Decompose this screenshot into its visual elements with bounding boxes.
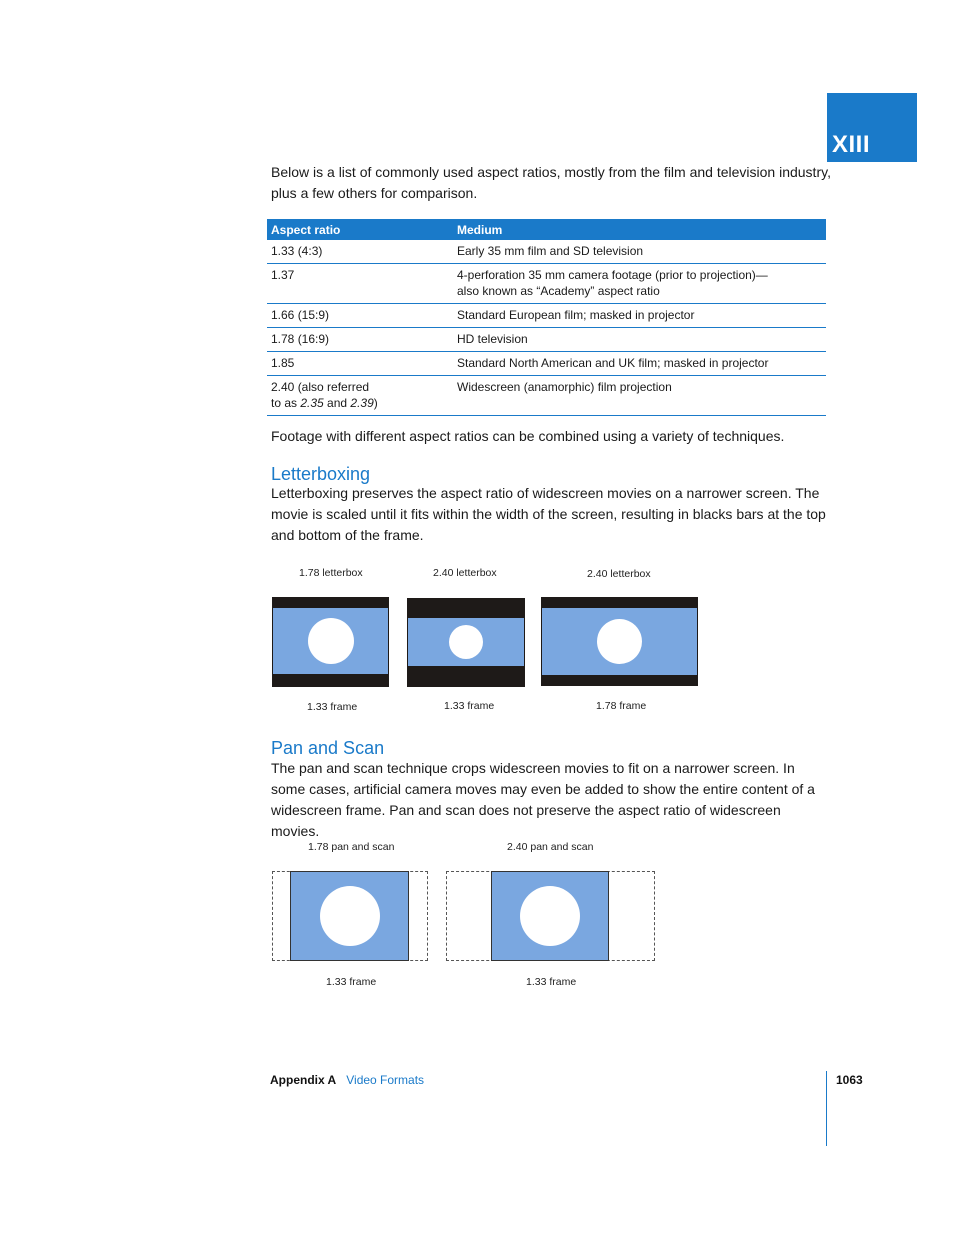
letterbox-figure-3 (541, 597, 698, 686)
cell-ratio-text: ) (373, 396, 378, 410)
intro-paragraph: Below is a list of commonly used aspect ratios, mostly from the film and television industry, plus a few others for comparison. (271, 164, 831, 201)
pan-scan-frame-label-1: 1.33 frame (326, 976, 377, 988)
letterbox-picture (408, 618, 524, 666)
letterbox-figure-2 (407, 598, 525, 687)
circle-shape (320, 886, 380, 946)
chapter-number: XIII (832, 131, 871, 158)
cell-medium-line: also known as “Academy” aspect ratio (457, 284, 660, 298)
letterbox-label-1: 1.78 letterbox (299, 567, 363, 579)
footer-breadcrumb (270, 1073, 424, 1087)
pan-scan-frame-1 (290, 871, 409, 961)
cell-ratio: 1.37 (267, 264, 453, 304)
footer-appendix: Appendix A (270, 1073, 337, 1087)
table-row (267, 328, 826, 352)
frame-label-1: 1.33 frame (307, 701, 358, 713)
cell-medium: HD television (453, 328, 826, 352)
table-row (267, 240, 826, 264)
letterbox-picture (273, 608, 388, 674)
pan-scan-frame-2 (491, 871, 609, 961)
cell-medium: Widescreen (anamorphic) film projection (453, 376, 826, 416)
letterbox-label-2: 2.40 letterbox (433, 567, 497, 579)
pan-scan-label-1: 1.78 pan and scan (308, 841, 395, 853)
footer-section-link[interactable]: Video Formats (346, 1073, 425, 1087)
circle-shape (308, 618, 354, 664)
frame-label-3: 1.78 frame (596, 700, 647, 712)
cell-medium-line: 4-perforation 35 mm camera footage (prior to projection)— (457, 268, 768, 282)
cell-ratio: 1.66 (15:9) (267, 304, 453, 328)
cell-ratio-italic: 2.39 (350, 396, 374, 410)
header-aspect-ratio: Aspect ratio (267, 219, 453, 240)
cell-medium: Standard European film; masked in projector (453, 304, 826, 328)
pan-and-scan-paragraph: The pan and scan technique crops widescreen movies to fit on a narrower screen. In some cases, artificial camera moves may even be added to show the entire content of a widescreen frame. Pan and scan does not preserve the aspect ratio of widescreen movies. (271, 760, 815, 839)
pan-and-scan-heading: Pan and Scan (271, 738, 385, 758)
table-row (267, 352, 826, 376)
frame-label-2: 1.33 frame (444, 700, 495, 712)
cell-ratio: 1.85 (267, 352, 453, 376)
letterbox-label-3: 2.40 letterbox (587, 568, 651, 580)
letterboxing-paragraph: Letterboxing preserves the aspect ratio of widescreen movies on a narrower screen. The movie is scaled until it fits within the width of the screen, resulting in blacks bars at the top and bottom of the frame. (271, 485, 826, 543)
pan-scan-label-2: 2.40 pan and scan (507, 841, 594, 853)
header-medium: Medium (453, 219, 826, 240)
after-table-paragraph: Footage with different aspect ratios can be combined using a variety of techniques. (271, 428, 785, 444)
table-row (267, 264, 826, 304)
page-number: 1063 (836, 1073, 863, 1087)
letterbox-figure-1 (272, 597, 389, 687)
cell-medium: Early 35 mm film and SD television (453, 240, 826, 264)
table-row (267, 376, 826, 416)
cell-ratio-line: 2.40 (also referred (271, 380, 370, 394)
circle-shape (520, 886, 580, 946)
circle-shape (597, 619, 642, 664)
cell-ratio (267, 376, 453, 416)
cell-ratio-italic: 2.35 (300, 396, 324, 410)
table-row (267, 304, 826, 328)
cell-ratio-text: and (323, 396, 351, 410)
letterbox-picture (542, 608, 697, 675)
cell-ratio: 1.33 (4:3) (267, 240, 453, 264)
cell-medium: Standard North American and UK film; masked in projector (453, 352, 826, 376)
pan-scan-frame-label-2: 1.33 frame (526, 976, 577, 988)
circle-shape (449, 625, 483, 659)
cell-medium (453, 264, 826, 304)
letterboxing-heading: Letterboxing (271, 464, 371, 484)
cell-ratio: 1.78 (16:9) (267, 328, 453, 352)
table-header-row (267, 219, 826, 240)
aspect-ratio-table (267, 219, 826, 416)
footer-divider (826, 1071, 827, 1146)
cell-ratio-text: to as (271, 396, 301, 410)
chapter-tab (827, 93, 917, 162)
